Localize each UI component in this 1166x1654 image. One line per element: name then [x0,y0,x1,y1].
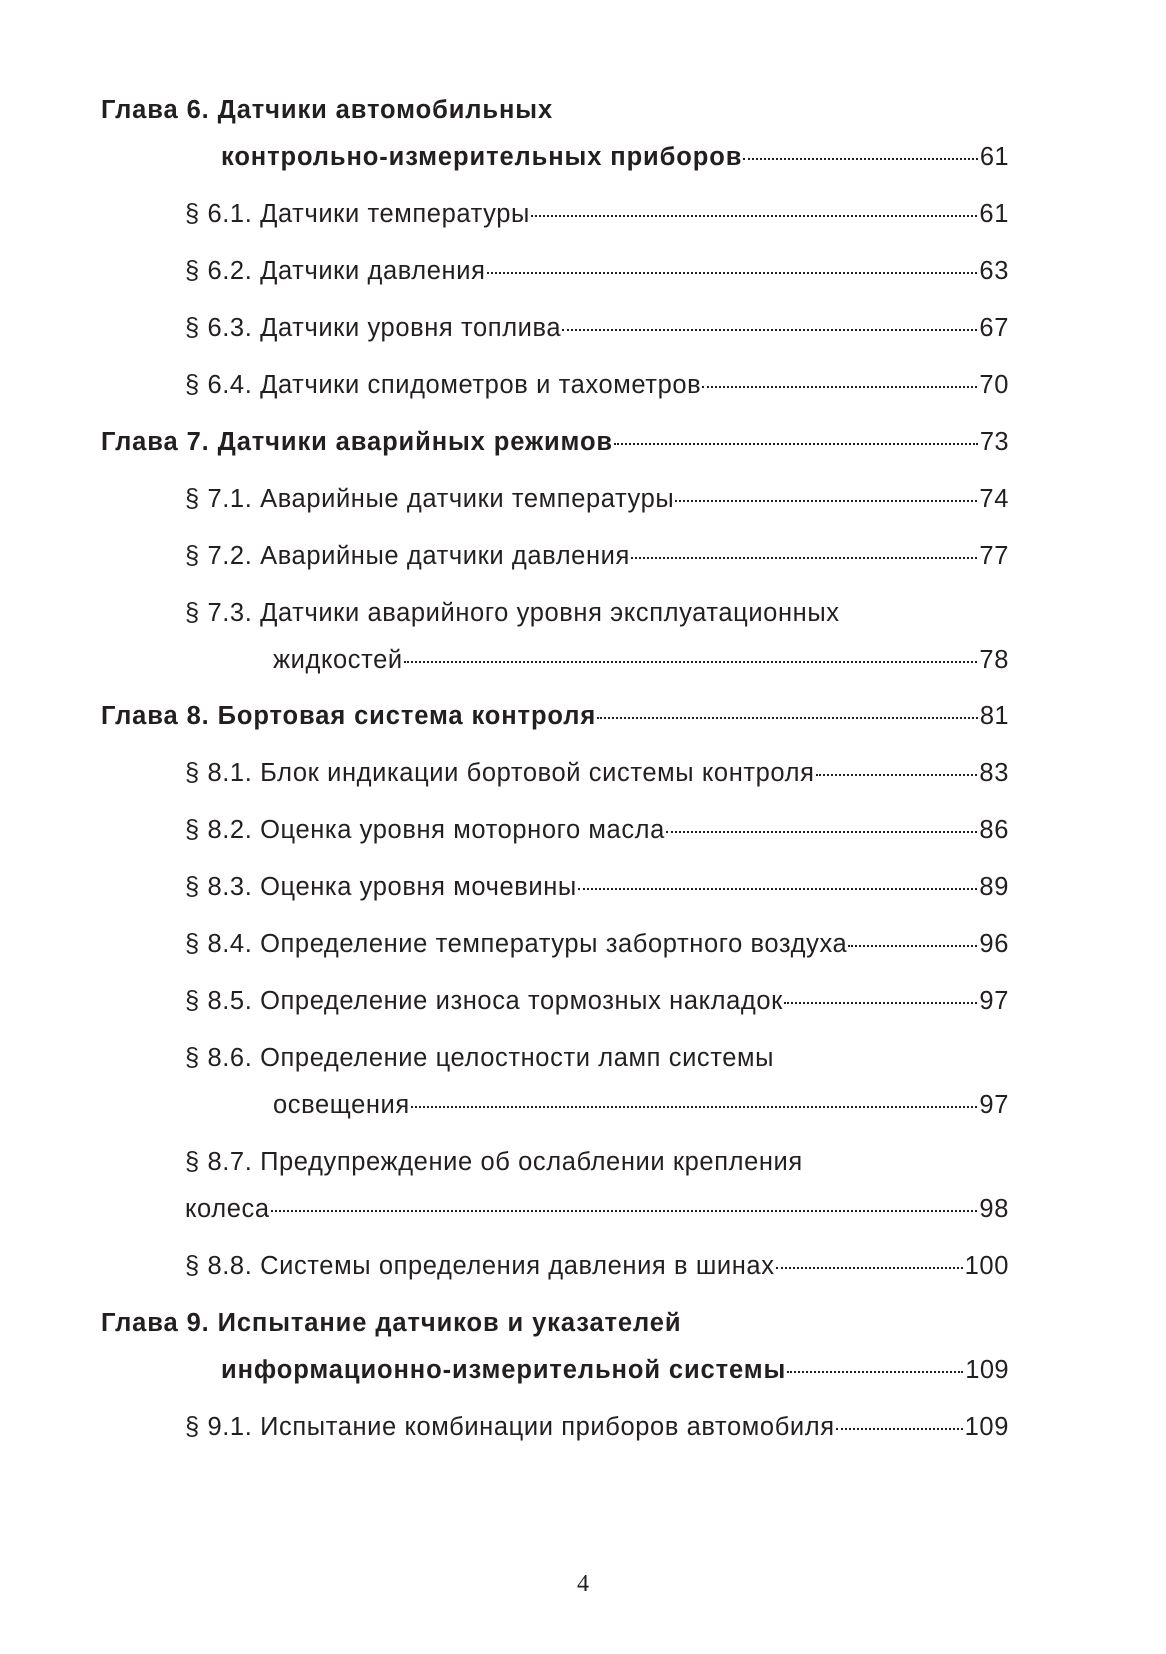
toc-chapter-8[interactable] [101,702,1009,731]
toc-entry-title: § 9.1. Испытание комбинации приборов автомобиля [185,1413,835,1441]
toc-chapter-7[interactable] [101,428,1009,457]
toc-section-8-3[interactable] [185,873,1009,902]
toc-page-number: 97 [979,1091,1009,1119]
toc-section-8-7[interactable] [185,1195,1009,1224]
toc-entry-title: колеса [185,1195,270,1223]
dot-leader [578,888,978,890]
toc-entry-title: контрольно-измерительных приборов [221,143,743,171]
toc-section-6-1[interactable] [185,200,1009,229]
toc-section-8-6[interactable] [273,1091,1009,1120]
toc-chapter-9-entry[interactable] [221,1356,1009,1385]
toc-section-8-4[interactable] [185,930,1009,959]
dot-leader [836,1428,963,1430]
dot-leader [787,1371,963,1373]
toc-page-number: 100 [964,1252,1009,1280]
toc-page-number: 98 [979,1195,1009,1223]
toc-chapter-9-title: Глава 9. Испытание датчиков и указателей [101,1309,682,1337]
toc-page-number: 61 [979,143,1009,171]
toc-entry-title: § 8.2. Оценка уровня моторного масла [185,816,665,844]
toc-entry-title: § 7.2. Аварийные датчики давления [185,542,630,570]
dot-leader [597,717,978,719]
toc-page-number: 67 [979,314,1009,342]
toc-section-9-1[interactable] [185,1413,1009,1442]
toc-page-number: 81 [979,702,1009,730]
toc-entry-title: Глава 7. Датчики аварийных режимов [101,428,613,456]
dot-leader [487,272,978,274]
dot-leader [562,329,977,331]
toc-section-8-6-title: § 8.6. Определение целостности ламп системы [185,1044,775,1072]
toc-entry-title: жидкостей [273,646,403,674]
dot-leader [776,1267,963,1269]
dot-leader [614,443,978,445]
dot-leader [784,1002,978,1004]
toc-chapter-6-entry[interactable] [221,143,1009,172]
toc-section-8-5[interactable] [185,987,1009,1016]
toc-page-number: 86 [979,816,1009,844]
toc-page-number: 109 [964,1413,1009,1441]
dot-leader [816,774,978,776]
toc-section-7-3[interactable] [273,646,1009,675]
toc-section-7-1[interactable] [185,485,1009,514]
toc-entry-title: § 6.2. Датчики давления [185,257,486,285]
toc-entry-title: § 6.1. Датчики температуры [185,200,530,228]
dot-leader [404,661,978,663]
toc-entry-title: информационно-измерительной системы [221,1356,787,1384]
toc-section-6-4[interactable] [185,371,1009,400]
page-number: 4 [577,1571,589,1597]
toc-section-8-8[interactable] [185,1252,1009,1281]
toc-section-8-7-title: § 8.7. Предупреждение об ослаблении крепления [185,1148,803,1176]
dot-leader [411,1106,978,1108]
toc-page-number: 63 [979,257,1009,285]
toc-page-number: 73 [979,428,1009,456]
dot-leader [271,1210,978,1212]
toc-section-7-2[interactable] [185,542,1009,571]
toc-entry-title: § 7.1. Аварийные датчики температуры [185,485,675,513]
dot-leader [702,386,977,388]
toc-entry-title: освещения [273,1091,410,1119]
toc-section-8-1[interactable] [185,759,1009,788]
dot-leader [675,500,977,502]
dot-leader [666,831,977,833]
toc-page-number: 96 [979,930,1009,958]
toc-page-number: 83 [979,759,1009,787]
toc-entry-title: § 8.4. Определение температуры забортного воздуха [185,930,848,958]
toc-section-6-3[interactable] [185,314,1009,343]
toc-page-number: 89 [979,873,1009,901]
toc-section-8-2[interactable] [185,816,1009,845]
toc-page-number: 77 [979,542,1009,570]
toc-page-number: 61 [979,200,1009,228]
dot-leader [531,215,978,217]
toc-entry-title: Глава 8. Бортовая система контроля [101,702,597,730]
toc-entry-title: § 8.5. Определение износа тормозных накладок [185,987,783,1015]
toc-entry-title: § 6.3. Датчики уровня топлива [185,314,562,342]
toc-entry-title: § 6.4. Датчики спидометров и тахометров [185,371,702,399]
toc-entry-title: § 8.8. Системы определения давления в шинах [185,1252,775,1280]
toc-entry-title: § 8.1. Блок индикации бортовой системы контроля [185,759,815,787]
dot-leader [848,945,977,947]
toc-page-number: 70 [979,371,1009,399]
toc-page-number: 74 [979,485,1009,513]
toc-page-number: 97 [979,987,1009,1015]
dot-leader [631,557,978,559]
dot-leader [743,158,978,160]
toc-section-6-2[interactable] [185,257,1009,286]
toc-section-7-3-title: § 7.3. Датчики аварийного уровня эксплуатационных [185,599,840,627]
toc-page-number: 109 [965,1356,1009,1384]
toc-page-number: 78 [979,646,1009,674]
toc-entry-title: § 8.3. Оценка уровня мочевины [185,873,577,901]
toc-chapter-6-title: Глава 6. Датчики автомобильных [101,96,554,124]
